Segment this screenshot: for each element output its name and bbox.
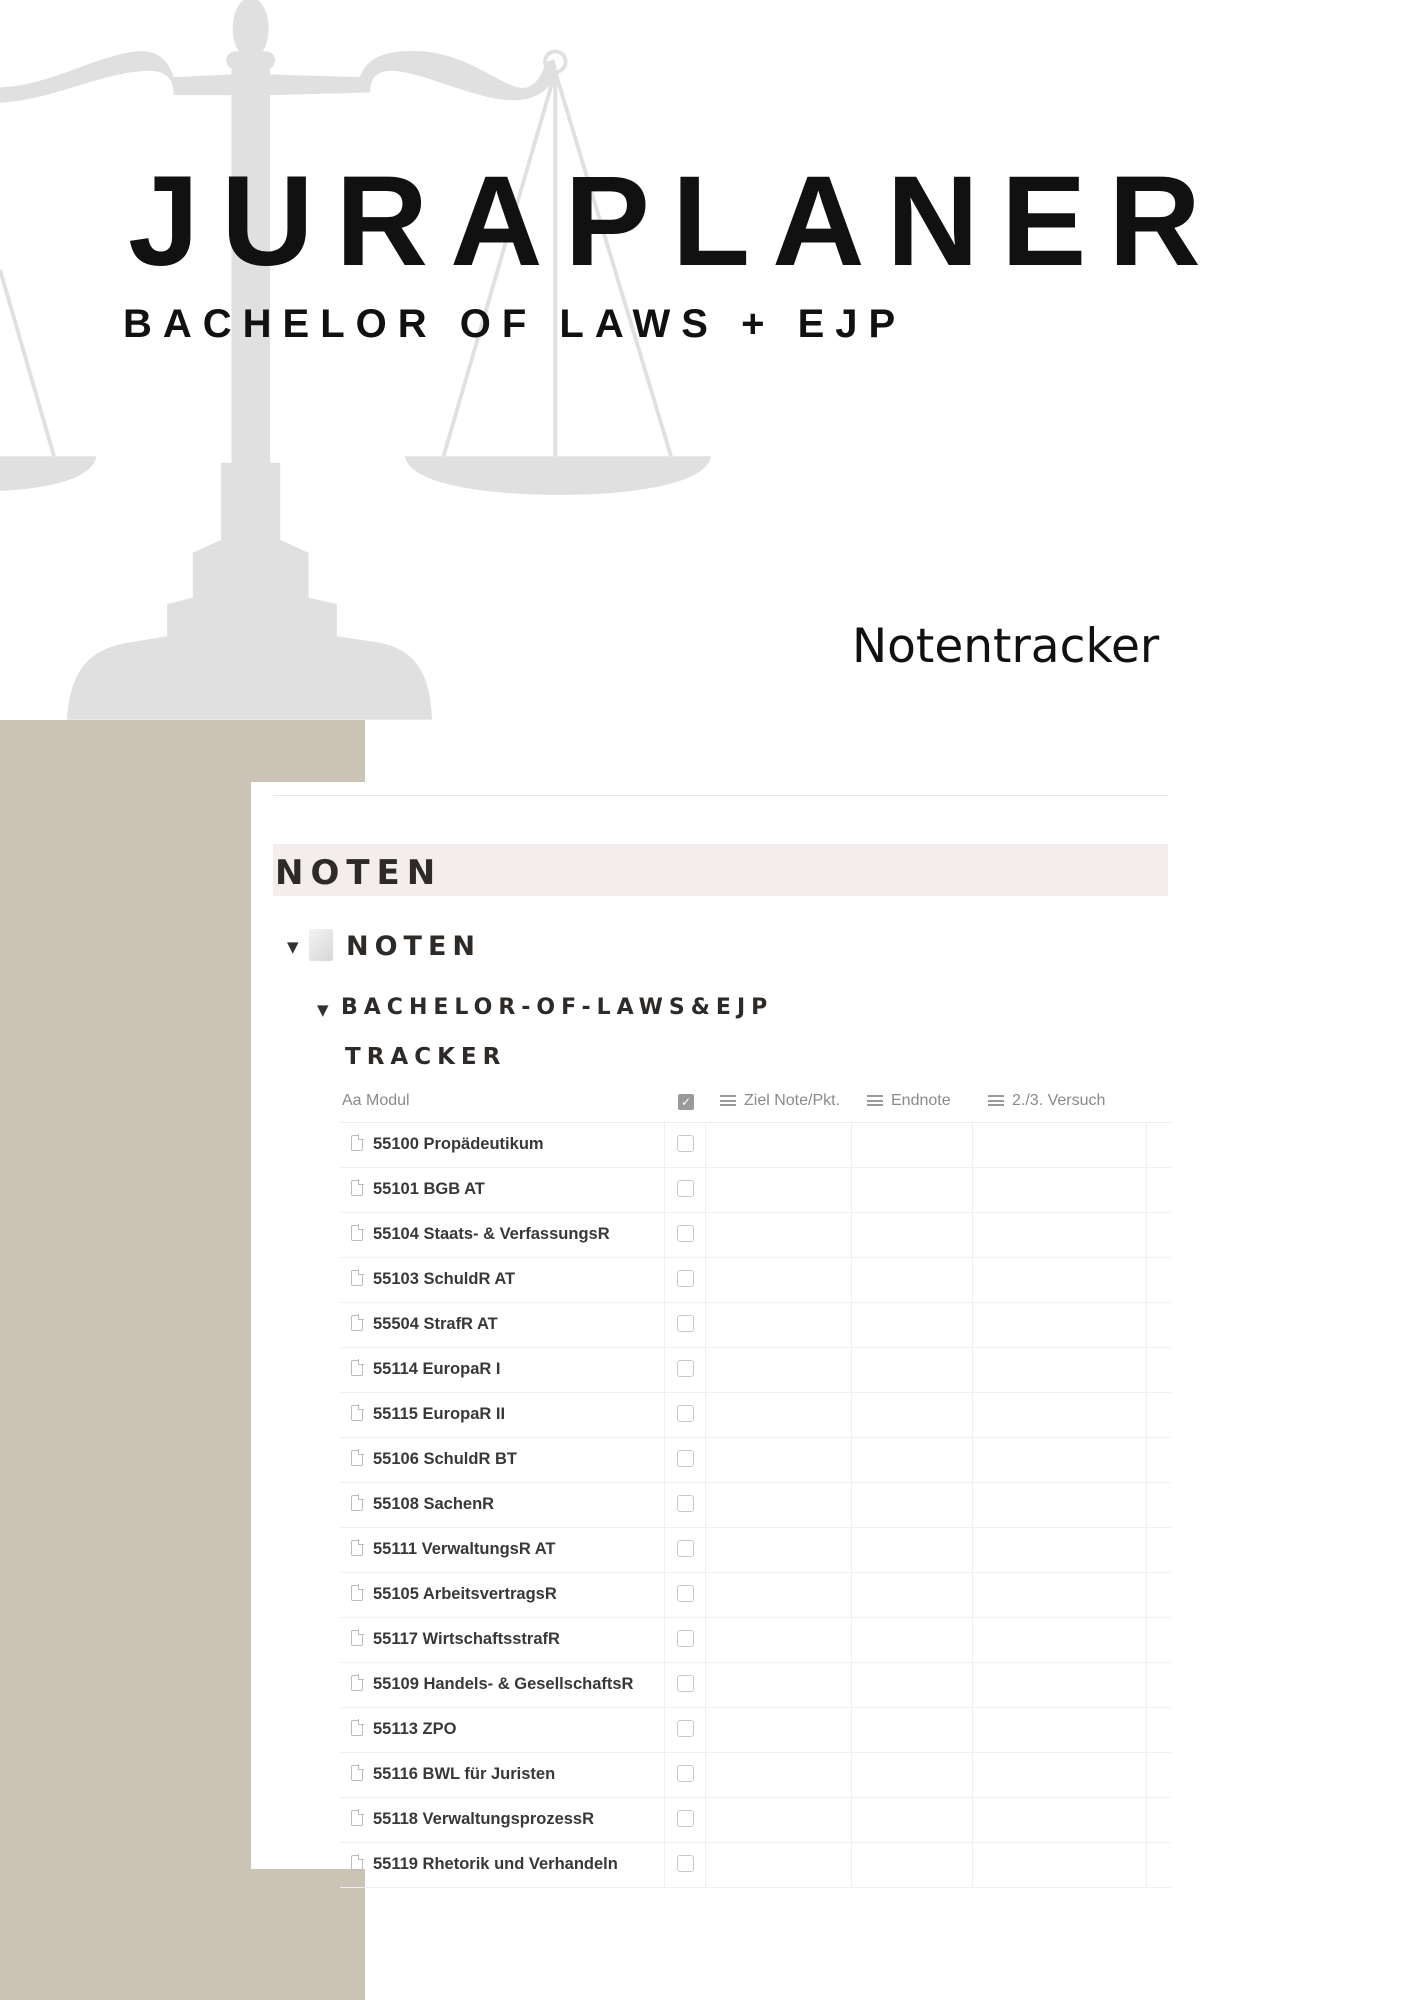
column-divider [851, 1123, 852, 1167]
column-divider [851, 1168, 852, 1212]
column-divider [1146, 1753, 1147, 1797]
page-icon [351, 1450, 363, 1466]
table-row[interactable] [340, 1168, 1171, 1213]
column-divider [851, 1483, 852, 1527]
page-icon [351, 1855, 363, 1871]
column-divider [972, 1258, 973, 1302]
column-divider [972, 1528, 973, 1572]
column-divider [664, 1258, 665, 1302]
column-divider [664, 1168, 665, 1212]
modul-name[interactable]: 55109 Handels- & GesellschaftsR [373, 1675, 634, 1693]
page-icon [351, 1180, 363, 1196]
modul-name[interactable]: 55108 SachenR [373, 1495, 495, 1513]
column-divider [1146, 1528, 1147, 1572]
table-row[interactable] [340, 1843, 1171, 1888]
column-divider [851, 1708, 852, 1752]
column-divider [972, 1708, 973, 1752]
column-divider [664, 1798, 665, 1842]
column-divider [664, 1123, 665, 1167]
column-divider [972, 1438, 973, 1482]
column-divider [664, 1843, 665, 1887]
modul-name[interactable]: 55105 ArbeitsvertragsR [373, 1585, 557, 1603]
text-property-icon [988, 1095, 1004, 1106]
modul-name[interactable]: 55118 VerwaltungsprozessR [373, 1810, 595, 1828]
column-divider [664, 1618, 665, 1662]
checkbox-icon[interactable]: ✓ [678, 1094, 694, 1110]
done-checkbox[interactable] [677, 1540, 694, 1557]
done-checkbox[interactable] [677, 1225, 694, 1242]
done-checkbox[interactable] [677, 1270, 694, 1287]
done-checkbox[interactable] [677, 1135, 694, 1152]
done-checkbox[interactable] [677, 1630, 694, 1647]
column-divider [851, 1438, 852, 1482]
column-divider [1146, 1843, 1147, 1887]
column-divider [664, 1708, 665, 1752]
table-row[interactable] [340, 1618, 1171, 1663]
column-divider [851, 1213, 852, 1257]
column-divider [972, 1618, 973, 1662]
column-divider [1146, 1663, 1147, 1707]
toggle-bachelor-label[interactable]: BACHELOR-OF-LAWS&EJP [341, 995, 774, 1020]
column-divider [972, 1798, 973, 1842]
modul-name[interactable]: 55114 EuropaR I [373, 1360, 501, 1378]
column-divider [1146, 1618, 1147, 1662]
table-row[interactable] [340, 1393, 1171, 1438]
table-header [340, 1082, 1171, 1123]
column-label: Ziel Note/Pkt. [744, 1092, 841, 1109]
column-divider [972, 1348, 973, 1392]
modul-name[interactable]: 55101 BGB AT [373, 1180, 485, 1198]
modul-name[interactable]: 55119 Rhetorik und Verhandeln [373, 1855, 618, 1873]
modul-name[interactable]: 55115 EuropaR II [373, 1405, 506, 1423]
modul-name[interactable]: 55106 SchuldR BT [373, 1450, 517, 1468]
column-header-modul[interactable]: Modul [366, 1092, 410, 1109]
table-row[interactable] [340, 1348, 1171, 1393]
table-body [340, 1123, 1171, 1888]
column-divider [972, 1753, 973, 1797]
page-icon [351, 1360, 363, 1376]
heading-bar [273, 844, 1168, 896]
page-icon [351, 1585, 363, 1601]
column-divider [705, 1393, 706, 1437]
tracker-table [340, 1082, 1171, 1888]
column-divider [664, 1753, 665, 1797]
column-divider [1146, 1258, 1147, 1302]
column-divider [851, 1348, 852, 1392]
column-divider [705, 1213, 706, 1257]
column-divider [1146, 1438, 1147, 1482]
page-icon [351, 1315, 363, 1331]
column-divider [1146, 1303, 1147, 1347]
column-divider [972, 1393, 973, 1437]
app-title: JURAPLANER [128, 150, 1223, 293]
column-divider [851, 1798, 852, 1842]
toggle-noten-label[interactable]: NOTEN [346, 931, 482, 962]
column-divider [851, 1393, 852, 1437]
page-icon [351, 1270, 363, 1286]
column-divider [705, 1258, 706, 1302]
done-checkbox[interactable] [677, 1675, 694, 1692]
column-divider [705, 1348, 706, 1392]
text-property-icon [720, 1095, 736, 1106]
column-divider [1146, 1168, 1147, 1212]
done-checkbox[interactable] [677, 1495, 694, 1512]
column-divider [1146, 1393, 1147, 1437]
page-icon [351, 1405, 363, 1421]
toggle-noten[interactable] [287, 931, 482, 962]
column-divider [1146, 1348, 1147, 1392]
column-divider [705, 1483, 706, 1527]
column-divider [1146, 1708, 1147, 1752]
modul-name[interactable]: 55103 SchuldR AT [373, 1270, 516, 1288]
toggle-bachelor[interactable] [317, 995, 774, 1020]
done-checkbox[interactable] [677, 1720, 694, 1737]
column-divider [972, 1168, 973, 1212]
table-row[interactable] [340, 1303, 1171, 1348]
column-header-ziel[interactable] [720, 1092, 840, 1110]
done-checkbox[interactable] [677, 1360, 694, 1377]
page-icon [351, 1225, 363, 1241]
column-divider [705, 1753, 706, 1797]
page-icon [351, 1720, 363, 1736]
done-checkbox[interactable] [677, 1180, 694, 1197]
column-divider [664, 1348, 665, 1392]
page-icon [351, 1765, 363, 1781]
column-divider [664, 1393, 665, 1437]
column-divider [972, 1573, 973, 1617]
page-icon [351, 1540, 363, 1556]
modul-name[interactable]: 55104 Staats- & VerfassungsR [373, 1225, 610, 1243]
column-divider [664, 1483, 665, 1527]
column-divider [851, 1528, 852, 1572]
column-header-endnote[interactable] [867, 1092, 951, 1110]
column-divider [1146, 1573, 1147, 1617]
database-title[interactable]: TRACKER [345, 1044, 507, 1070]
column-divider [705, 1528, 706, 1572]
column-divider [851, 1618, 852, 1662]
column-divider [664, 1303, 665, 1347]
table-row[interactable] [340, 1528, 1171, 1573]
table-row[interactable] [340, 1798, 1171, 1843]
table-row[interactable] [340, 1258, 1171, 1303]
table-row[interactable] [340, 1438, 1171, 1483]
column-divider [1146, 1798, 1147, 1842]
column-divider [851, 1843, 852, 1887]
column-divider [1146, 1483, 1147, 1527]
column-divider [972, 1483, 973, 1527]
modul-name[interactable]: 55113 ZPO [373, 1720, 457, 1738]
toggle-triangle-icon[interactable]: ▼ [317, 1001, 329, 1019]
text-property-icon [867, 1095, 883, 1106]
notion-screenshot-panel [251, 782, 1414, 1873]
table-row[interactable] [340, 1213, 1171, 1258]
done-checkbox[interactable] [677, 1585, 694, 1602]
column-header-versuch[interactable] [988, 1092, 1105, 1110]
column-divider [972, 1123, 973, 1167]
table-row[interactable] [340, 1483, 1171, 1528]
app-subtitle: BACHELOR OF LAWS + EJP [123, 302, 907, 346]
modul-name[interactable]: 55116 BWL für Juristen [373, 1765, 556, 1783]
table-row[interactable] [340, 1573, 1171, 1618]
column-divider [705, 1573, 706, 1617]
column-divider [972, 1663, 973, 1707]
column-divider [851, 1258, 852, 1302]
column-divider [664, 1213, 665, 1257]
page-heading: NOTEN [275, 853, 443, 893]
column-divider [664, 1573, 665, 1617]
column-divider [705, 1798, 706, 1842]
table-row[interactable] [340, 1753, 1171, 1798]
page-icon [309, 929, 333, 961]
column-divider [705, 1303, 706, 1347]
toggle-triangle-icon[interactable]: ▼ [287, 938, 299, 956]
column-divider [664, 1663, 665, 1707]
done-checkbox[interactable] [677, 1450, 694, 1467]
column-divider [972, 1303, 973, 1347]
column-divider [972, 1843, 973, 1887]
modul-name[interactable]: 55117 WirtschaftsstrafR [373, 1630, 560, 1648]
page-icon [351, 1495, 363, 1511]
page-icon [351, 1675, 363, 1691]
table-row[interactable] [340, 1708, 1171, 1753]
done-checkbox[interactable] [677, 1855, 694, 1872]
column-divider [705, 1843, 706, 1887]
column-divider [664, 1528, 665, 1572]
column-divider [851, 1303, 852, 1347]
modul-name[interactable]: 55504 StrafR AT [373, 1315, 498, 1333]
modul-name[interactable]: 55100 Propädeutikum [373, 1135, 544, 1153]
column-divider [1146, 1213, 1147, 1257]
done-checkbox[interactable] [677, 1315, 694, 1332]
column-divider [972, 1213, 973, 1257]
divider [273, 795, 1168, 796]
text-type-icon: Aa [342, 1092, 362, 1109]
column-label: Endnote [891, 1092, 951, 1109]
column-divider [1146, 1123, 1147, 1167]
column-divider [851, 1663, 852, 1707]
column-divider [664, 1438, 665, 1482]
page-icon [351, 1135, 363, 1151]
column-divider [705, 1618, 706, 1662]
column-divider [851, 1753, 852, 1797]
column-divider [705, 1438, 706, 1482]
table-row[interactable] [340, 1123, 1171, 1168]
done-checkbox[interactable] [677, 1765, 694, 1782]
column-divider [705, 1168, 706, 1212]
done-checkbox[interactable] [677, 1405, 694, 1422]
section-label: Notentracker [852, 619, 1160, 674]
column-divider [705, 1663, 706, 1707]
page-icon [351, 1810, 363, 1826]
done-checkbox[interactable] [677, 1810, 694, 1827]
column-divider [705, 1123, 706, 1167]
table-row[interactable] [340, 1663, 1171, 1708]
column-divider [851, 1573, 852, 1617]
page-icon [351, 1630, 363, 1646]
modul-name[interactable]: 55111 VerwaltungsR AT [373, 1540, 556, 1558]
column-label: 2./3. Versuch [1012, 1092, 1106, 1109]
column-divider [705, 1708, 706, 1752]
